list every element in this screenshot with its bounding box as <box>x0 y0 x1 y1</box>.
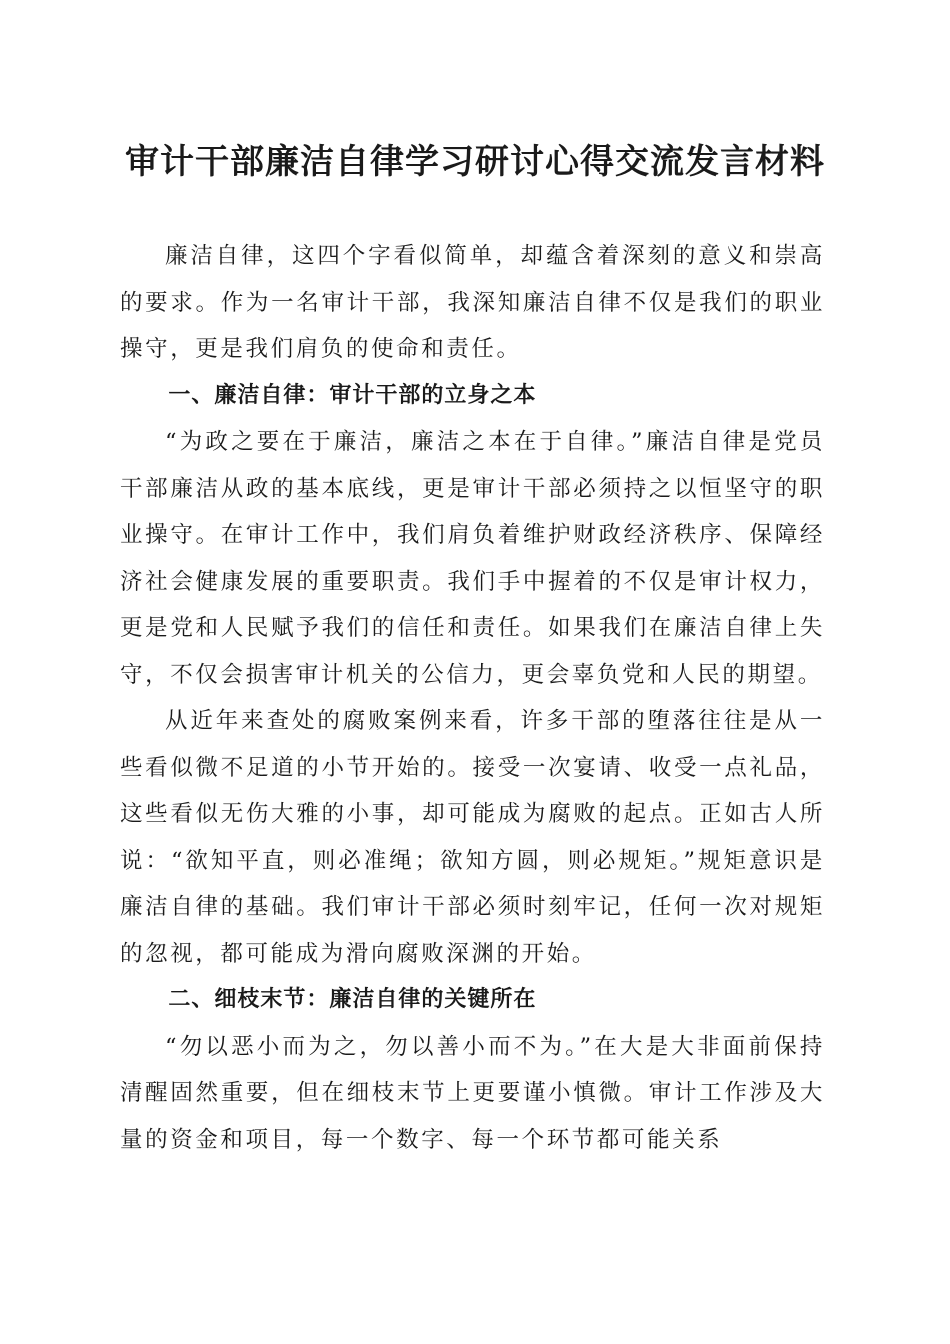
section-heading-1: 一、廉洁自律：审计干部的立身之本 <box>168 382 537 408</box>
section1-paragraph-2: 从近年来查处的腐败案例来看，许多干部的堕落往往是从一些看似微不足道的小节开始的。接受一次宴请、收受一点礼品，这些看似无伤大雅的小事，却可能成为腐败的起点。正如古人所说：“欲知平直，则必准绳；欲知方圆，则必规矩。”规矩意识是廉洁自律的基础。我们审计干部必须时刻牢记，任何一次对规矩的忽视，都可能成为滑向腐败深渊的开始。 <box>120 708 825 967</box>
section2-paragraph-1: “勿以恶小而为之，勿以善小而不为。”在大是大非面前保持清醒固然重要，但在细枝末节上更要谨小慎微。审计工作涉及大量的资金和项目，每一个数字、每一个环节都可能关系 <box>120 1033 825 1153</box>
section-heading-2: 二、细枝末节：廉洁自律的关键所在 <box>168 987 537 1012</box>
document-title: 审计干部廉洁自律学习研讨心得交流发言材料 <box>125 142 825 182</box>
intro-paragraph: 廉洁自律，这四个字看似简单，却蕴含着深刻的意义和崇高的要求。作为一名审计干部，我深知廉洁自律不仅是我们的职业操守，更是我们肩负的使命和责任。 <box>120 243 825 362</box>
document-body <box>120 233 825 1163</box>
section1-paragraph-1: “为政之要在于廉洁，廉洁之本在于自律。”廉洁自律是党员干部廉洁从政的基本底线，更是审计干部必须持之以恒坚守的职业操守。在审计工作中，我们肩负着维护财政经济秩序、保障经济社会健康发展的重要职责。我们手中握着的不仅是审计权力，更是党和人民赋予我们的信任和责任。如果我们在廉洁自律上失守，不仅会损害审计机关的公信力，更会辜负党和人民的期望。 <box>120 429 825 688</box>
